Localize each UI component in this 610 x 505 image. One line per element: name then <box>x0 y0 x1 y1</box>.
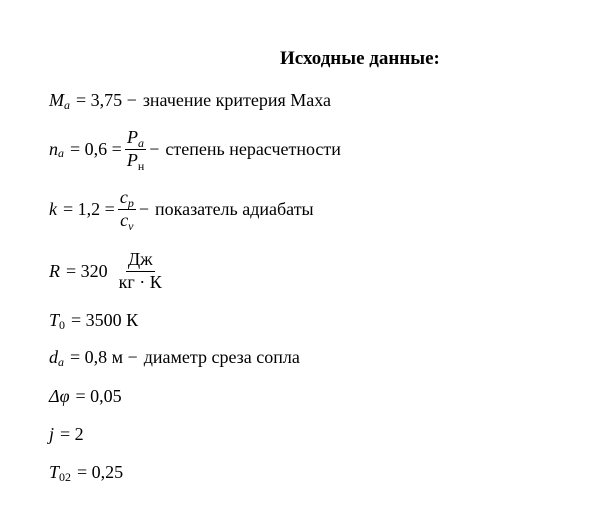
value: = 2 <box>60 424 84 444</box>
heat-capacity-fraction <box>118 188 136 231</box>
symbol: T <box>49 462 60 482</box>
pressure-ratio-line: n $_a$ = 0,6 = $\frac{P_a}{P_н}$ − степень нерасчетности <box>49 127 341 173</box>
denominator-symbol: P <box>126 149 138 170</box>
description: степень нерасчетности <box>165 138 341 159</box>
denominator-subscript: н <box>137 158 145 173</box>
value: = 0,8 м − <box>70 347 138 367</box>
numerator-symbol: c <box>119 187 128 207</box>
j-line <box>49 424 84 445</box>
value: = 0,6 = <box>70 138 122 159</box>
description: диаметр среза сопла <box>143 347 300 367</box>
symbol: d <box>49 347 58 367</box>
value: = 3,75 − <box>76 90 137 110</box>
denominator-unit: кг · К <box>118 271 162 292</box>
symbol: T <box>49 310 60 330</box>
value: = 0,05 <box>75 386 122 406</box>
stagnation-temperature-line: T $_0$ = 3500 К <box>49 310 139 332</box>
gas-constant-line <box>49 250 167 293</box>
symbol: j <box>49 424 55 444</box>
t02-line: T $_{02}$ = 0,25 <box>49 462 124 484</box>
value: = 3500 К <box>71 310 139 330</box>
dash: − <box>138 198 149 219</box>
numerator-symbol: P <box>127 127 139 147</box>
nozzle-diameter-line: d $_a$ = 0,8 м − диаметр среза сопла <box>49 347 300 369</box>
numerator-subscript: a <box>138 136 145 150</box>
delta-phi-line <box>49 386 122 407</box>
mach-number-line: M $_a$ = 3,75 − значение критерия Маха <box>49 90 332 112</box>
symbol: k <box>49 198 57 219</box>
value: = 320 <box>66 260 108 281</box>
value: = 0,25 <box>77 462 124 482</box>
symbol: Δφ <box>49 386 70 406</box>
page-title: Исходные данные: <box>280 48 440 69</box>
numerator-unit: Дж <box>126 250 155 272</box>
pressure-fraction <box>125 128 146 171</box>
value: = 1,2 = <box>63 198 115 219</box>
description: значение критерия Маха <box>142 90 332 110</box>
units-fraction <box>117 250 164 293</box>
numerator-subscript: p <box>127 196 134 210</box>
symbol: M <box>49 90 64 110</box>
symbol: R <box>49 260 60 281</box>
adiabatic-index-line <box>49 188 314 231</box>
denominator-symbol: c <box>120 209 129 230</box>
denominator-subscript: v <box>128 218 134 233</box>
symbol: n <box>49 138 58 159</box>
dash: − <box>149 138 160 159</box>
description: показатель адиабаты <box>154 198 314 219</box>
